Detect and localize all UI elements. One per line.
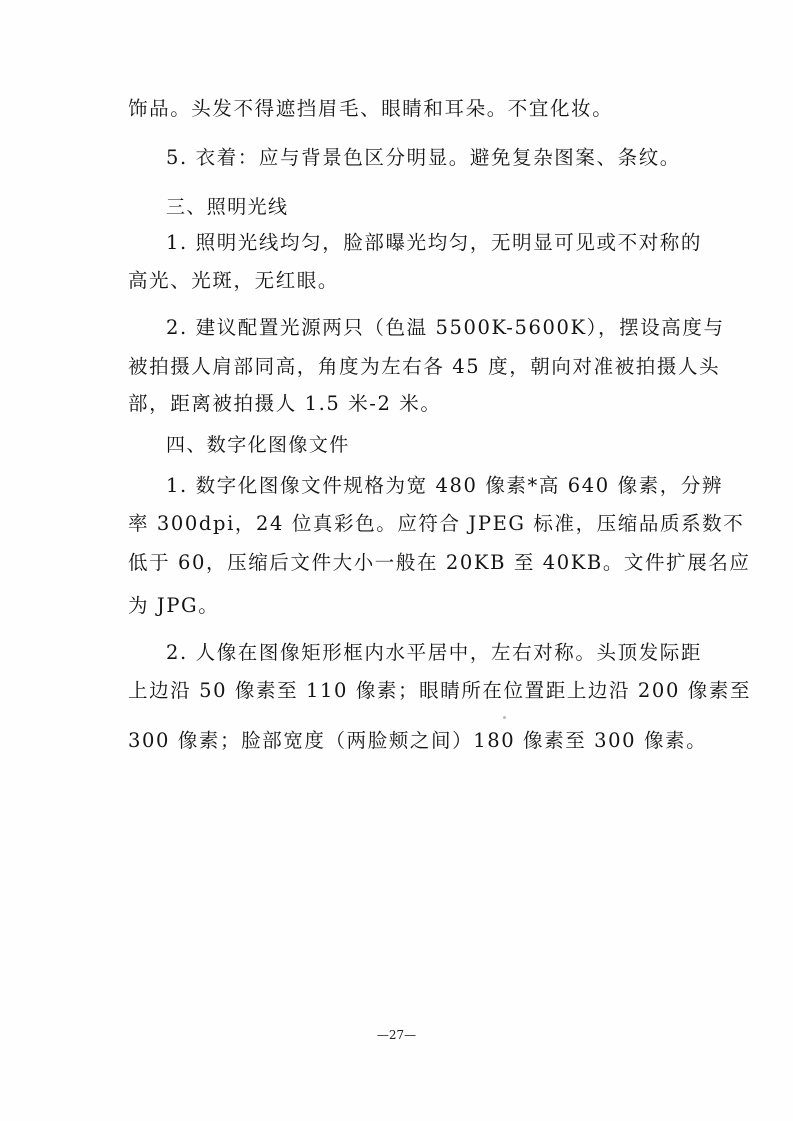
list-item-image-2: 2. 人像在图像矩形框内水平居中，左右对称。头顶发际距	[166, 641, 703, 664]
body-line: 被拍摄人肩部同高，角度为左右各 45 度，朝向对准被拍摄人头	[128, 355, 721, 378]
body-line: 饰品。头发不得遮挡眉毛、眼睛和耳朵。不宜化妆。	[128, 97, 614, 120]
list-item-lighting-1: 1. 照明光线均匀，脸部曝光均匀，无明显可见或不对称的	[166, 231, 703, 254]
body-line: 高光、光斑，无红眼。	[128, 269, 340, 292]
body-line: 低于 60，压缩后文件大小一般在 20KB 至 40KB。文件扩展名应	[128, 551, 751, 574]
body-line: 上边沿 50 像素至 110 像素；眼睛所在位置距上边沿 200 像素至	[128, 679, 752, 702]
scan-speck	[503, 716, 506, 719]
section-heading-digital-image: 四、数字化图像文件	[166, 434, 350, 456]
page-number: —27—	[376, 1028, 417, 1042]
body-line: 300 像素；脸部宽度（两脸颊之间）180 像素至 300 像素。	[128, 729, 708, 752]
list-item-clothing: 5. 衣着：应与背景色区分明显。避免复杂图案、条纹。	[166, 146, 681, 169]
body-line: 率 300dpi，24 位真彩色。应符合 JPEG 标准，压缩品质系数不	[128, 512, 745, 535]
section-heading-lighting: 三、照明光线	[166, 196, 289, 218]
list-item-image-1: 1. 数字化图像文件规格为宽 480 像素*高 640 像素，分辨	[166, 474, 724, 497]
body-line: 部，距离被拍摄人 1.5 米-2 米。	[128, 392, 442, 415]
body-line: 为 JPG。	[128, 594, 220, 617]
list-item-lighting-2: 2. 建议配置光源两只（色温 5500K-5600K），摆设高度与	[166, 316, 725, 339]
